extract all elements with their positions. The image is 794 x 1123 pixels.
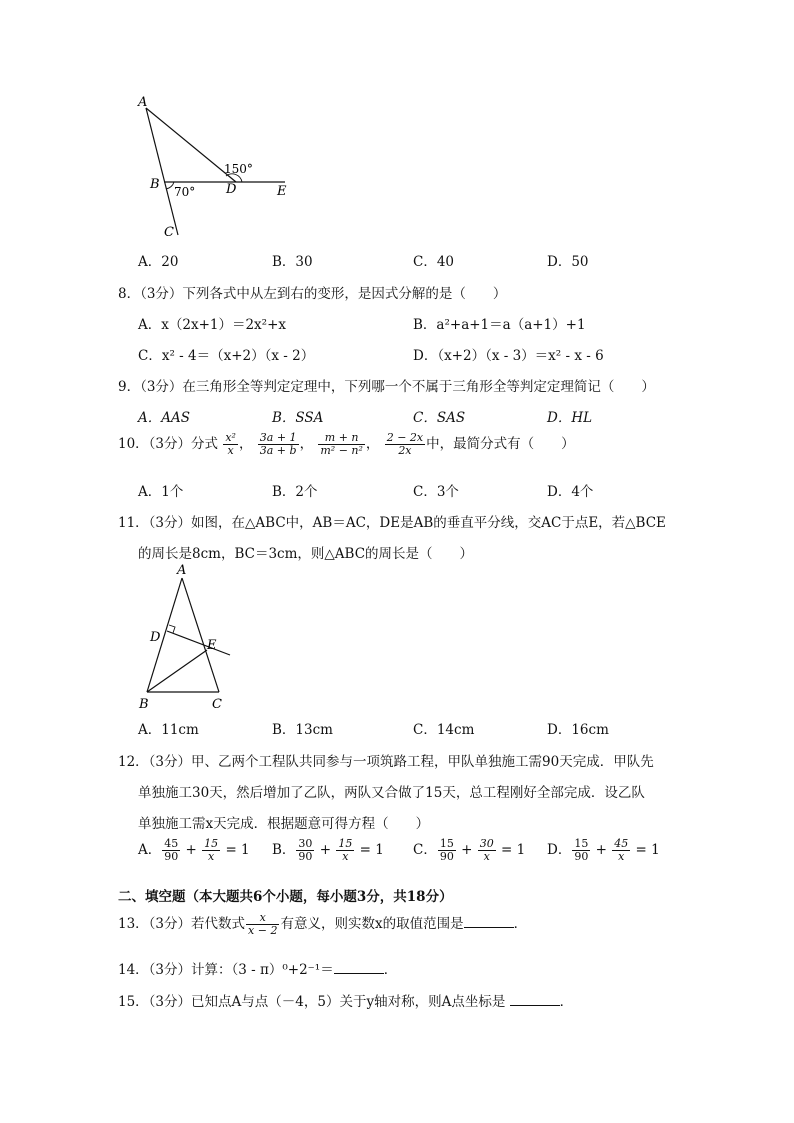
point-label-e: E xyxy=(277,184,287,199)
q11-option-c: C．14cm xyxy=(413,722,475,738)
q9-option-c: C．SAS xyxy=(413,410,466,426)
q7-option-a: A．20 xyxy=(138,254,179,270)
q9-stem: 9．（3分）在三角形全等判定定理中，下列哪一个不属于三角形全等判定定理简记（ ） xyxy=(118,379,655,395)
answer-blank[interactable] xyxy=(464,915,514,928)
q10-stem: 10．（3分）分式 $\frac{\text{x²}}{x}$ ， $\frac{3a + 1}{3a + b}$ ， $\frac{m + n}{\text{m² − n²}}$ ， $\frac{2 - 2x}{2x}$ 中，最简分式有（ ） xyxy=(118,431,575,457)
q12-option-a: A． $\frac{45}{90}$ + $\frac{15}{x}$ = 1 xyxy=(138,837,250,863)
q9-option-d: D．HL xyxy=(547,410,593,426)
q10-option-a: A．1个 xyxy=(138,484,184,500)
q7-option-c: C．40 xyxy=(413,254,455,270)
q14-stem: 14．（3分）计算：（3 - π）⁰+2⁻¹＝ ． xyxy=(118,962,398,978)
triangle-figure-q7 xyxy=(130,92,300,242)
q12-option-d: D． $\frac{15}{90}$ + $\frac{45}{x}$ = 1 xyxy=(547,837,660,863)
q8-option-a: A．x（2x+1）＝2x²+x xyxy=(138,317,287,333)
q11-stem-line1: 11．（3分）如图，在△ABC中，AB＝AC，DE是AB的垂直平分线，交AC于点E，若△BCE xyxy=(118,515,666,531)
q12-option-b: B． $\frac{30}{90}$ + $\frac{15}{x}$ = 1 xyxy=(272,837,384,863)
fraction-2: $\frac{3a + 1}{3a + b}$ xyxy=(259,431,297,457)
q12-option-c: C． $\frac{15}{90}$ + $\frac{30}{x}$ = 1 xyxy=(413,837,526,863)
q8-stem: 8．（3分）下列各式中从左到右的变形，是因式分解的是（ ） xyxy=(118,286,507,302)
q11-option-b: B．13cm xyxy=(272,722,333,738)
q11-option-d: D．16cm xyxy=(547,722,609,738)
point-label-a: A xyxy=(138,95,148,110)
q8-option-c: C．x² - 4＝（x+2）（x - 2） xyxy=(138,348,315,364)
fraction-4: $\frac{2 - 2x}{2x}$ xyxy=(386,431,424,457)
q11-stem-line2: 的周长是8cm，BC＝3cm，则△ABC的周长是（ ） xyxy=(138,546,474,562)
answer-blank[interactable] xyxy=(334,961,384,974)
q11-option-a: A．11cm xyxy=(138,722,199,738)
q7-option-d: D．50 xyxy=(547,254,589,270)
q8-option-b: B．a²+a+1＝a（a+1）+1 xyxy=(413,317,586,333)
point-label-d: D xyxy=(226,182,237,197)
point-label-b: B xyxy=(139,697,149,712)
fraction-1: $\frac{\text{x²}}{x}$ xyxy=(225,431,236,457)
point-label-b: B xyxy=(150,177,160,192)
q10-suffix: 中，最简分式有（ ） xyxy=(426,436,575,452)
section-heading-fill-in: 二、填空题（本大题共6个小题，每小题3分，共18分） xyxy=(118,889,453,905)
point-label-c: C xyxy=(164,225,174,240)
q8-option-d: D．（x+2）（x - 3）＝x² - x - 6 xyxy=(413,348,604,364)
q12-stem-line3: 单独施工需x天完成．根据题意可得方程（ ） xyxy=(138,816,430,832)
point-label-c: C xyxy=(212,697,222,712)
q10-option-c: C．3个 xyxy=(413,484,459,500)
point-label-e: E xyxy=(207,638,217,653)
q7-option-b: B．30 xyxy=(272,254,313,270)
point-label-a: A xyxy=(177,563,187,578)
q15-stem: 15．（3分）已知点A与点（－4，5）关于y轴对称，则A点坐标是 ． xyxy=(118,994,574,1010)
q9-option-b: B．SSA xyxy=(272,410,324,426)
q9-option-a: A．AAS xyxy=(138,410,190,426)
q10-option-d: D．4个 xyxy=(547,484,594,500)
q13-stem: 13．（3分）若代数式 $\frac{x}{x - 2}$ 有意义，则实数x的取值范围是 ． xyxy=(118,911,528,937)
angle-label-150: 150° xyxy=(224,162,253,176)
q13-fraction: $\frac{x}{x - 2}$ xyxy=(248,911,278,937)
answer-blank[interactable] xyxy=(510,993,560,1006)
q12-stem-line2: 单独施工30天，然后增加了乙队，两队又合做了15天，总工程刚好全部完成．设乙队 xyxy=(138,785,645,801)
point-label-d: D xyxy=(150,630,161,645)
q10-option-b: B．2个 xyxy=(272,484,318,500)
triangle-figure-q11 xyxy=(132,562,242,717)
q10-prefix: 10．（3分）分式 xyxy=(118,436,219,452)
fraction-3: $\frac{m + n}{\text{m² − n²}}$ xyxy=(320,431,363,457)
angle-label-70: 70° xyxy=(174,185,196,199)
q12-stem-line1: 12．（3分）甲、乙两个工程队共同参与一项筑路工程，甲队单独施工需90天完成．甲队先 xyxy=(118,754,654,770)
